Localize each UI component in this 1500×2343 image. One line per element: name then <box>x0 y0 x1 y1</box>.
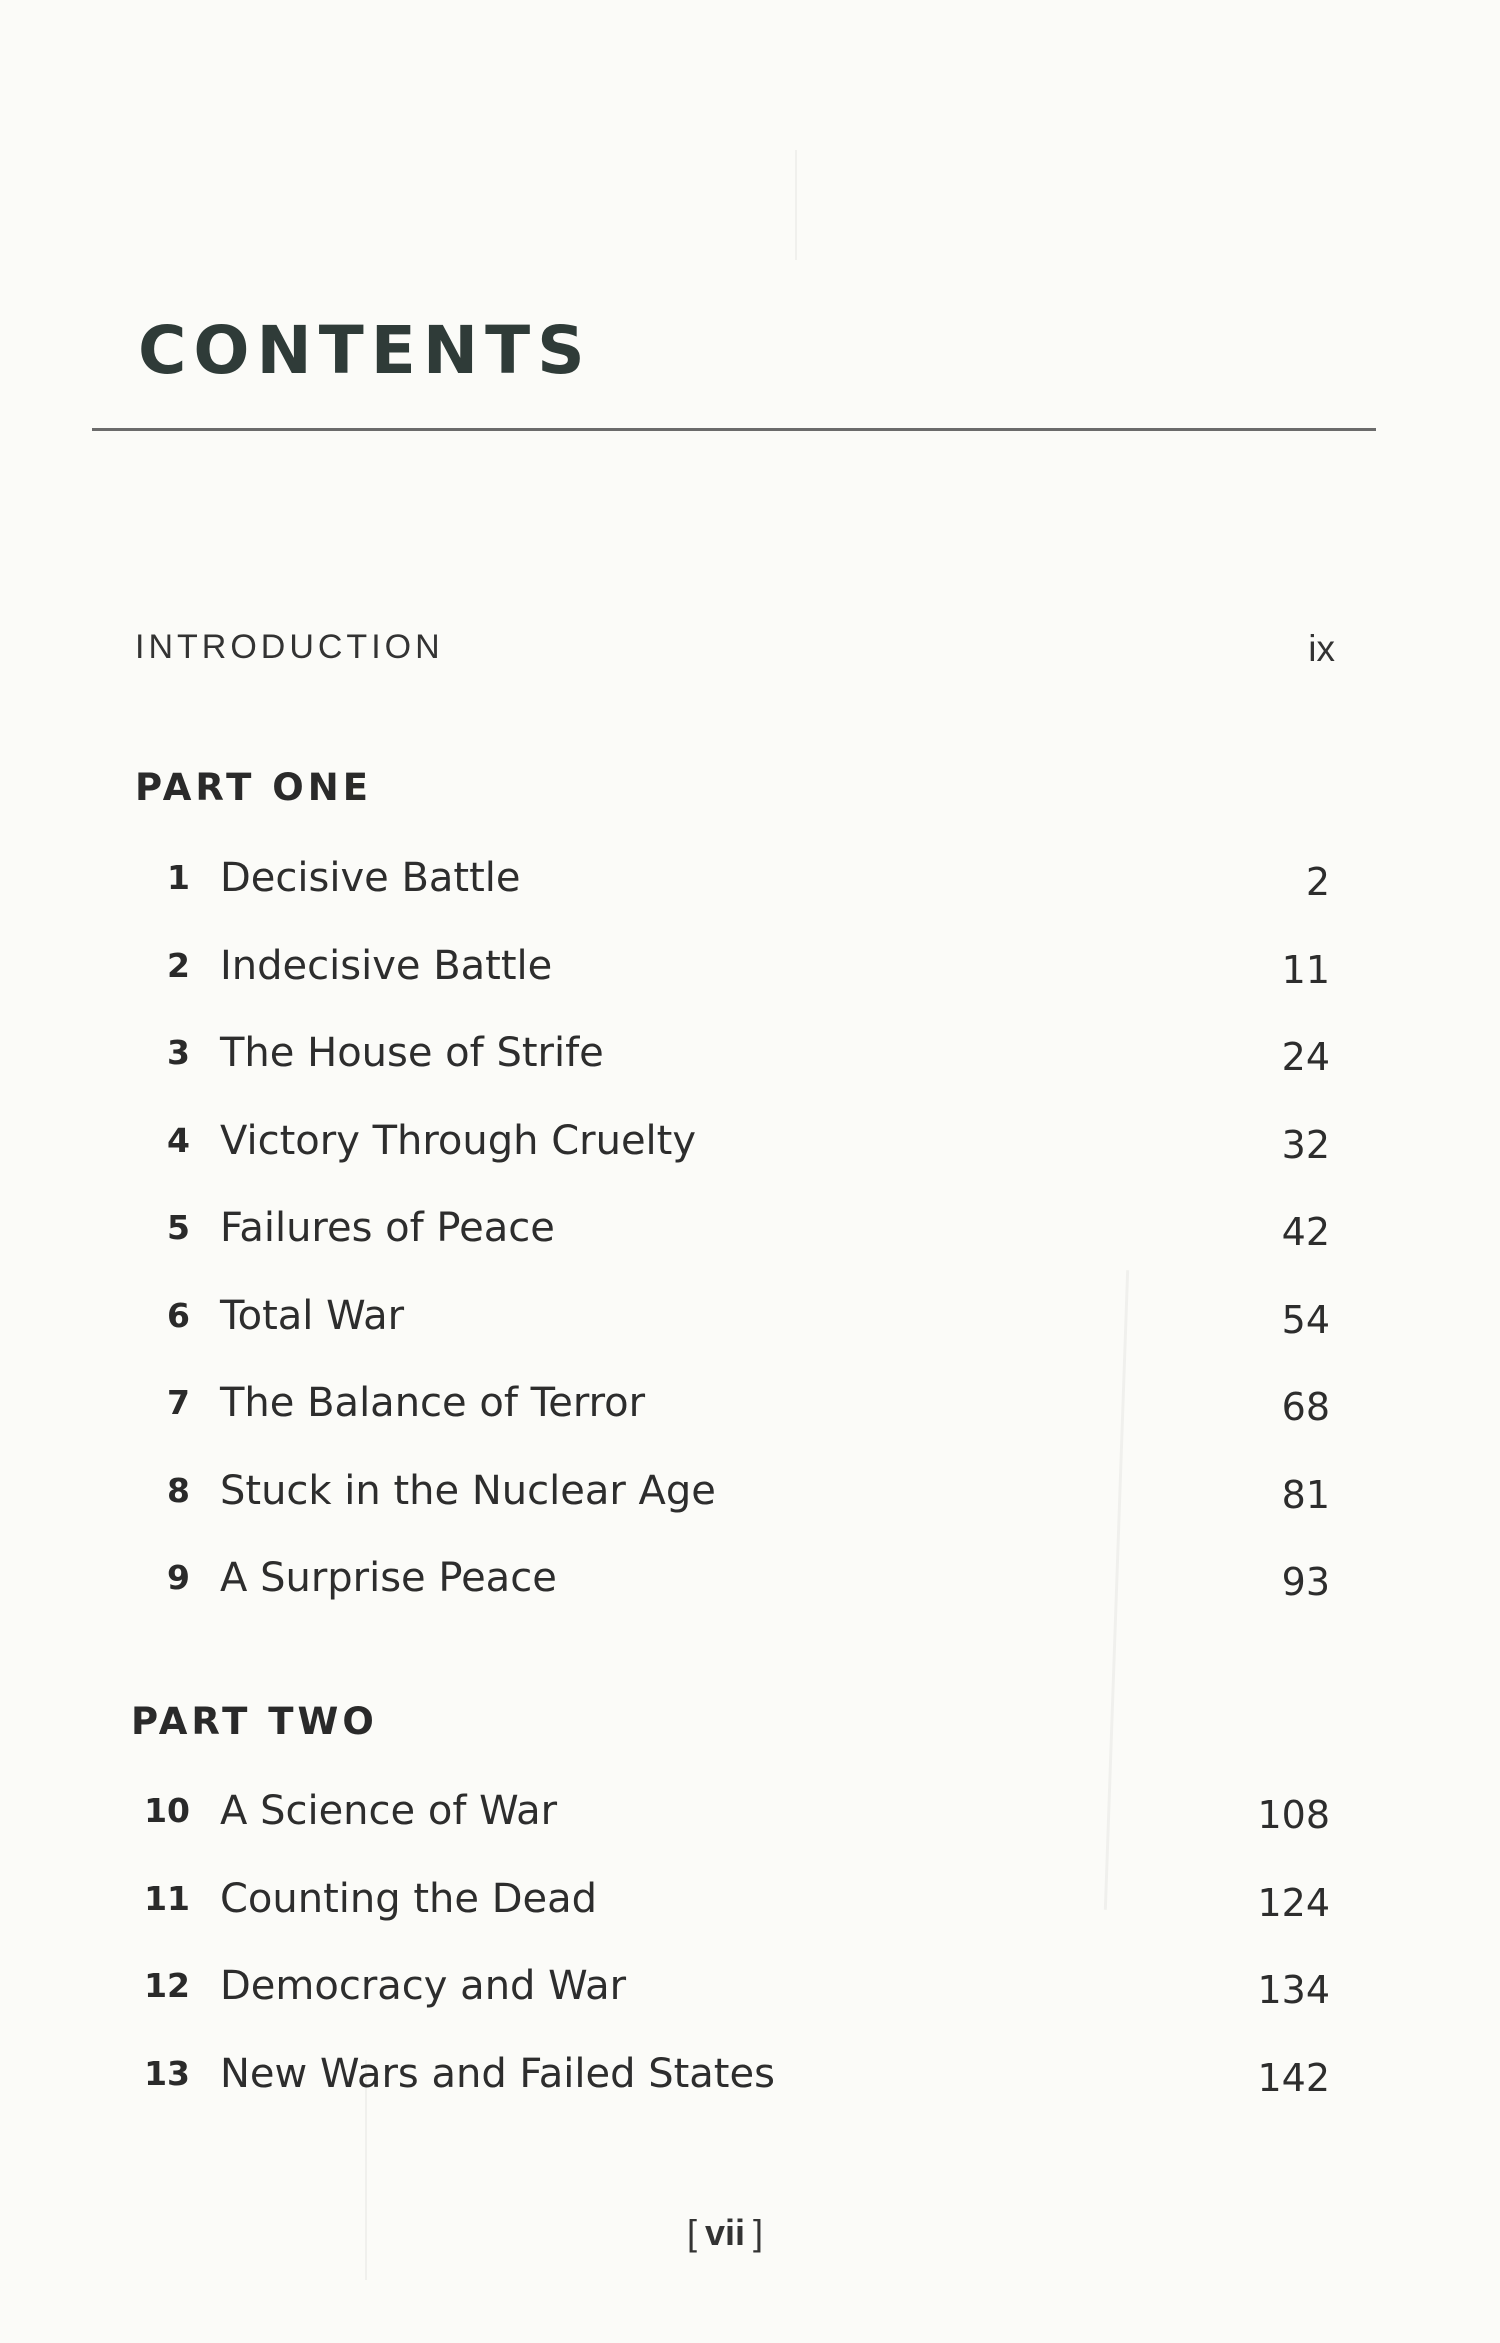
chapter-page: 134 <box>1257 1968 1330 2012</box>
page-title: CONTENTS <box>138 312 592 389</box>
chapter-title: Counting the Dead <box>220 1875 598 1922</box>
chapter-page: 142 <box>1257 2055 1330 2100</box>
chapter-title: Indecisive Battle <box>220 942 553 989</box>
chapter-title: The House of Strife <box>220 1030 604 1076</box>
chapter-row <box>0 1115 1500 1203</box>
chapter-row <box>0 1377 1500 1465</box>
folio-open-bracket: [ <box>686 2212 697 2253</box>
chapter-title: Democracy and War <box>220 1963 627 2009</box>
chapter-number: 1 <box>167 858 190 897</box>
chapter-title: New Wars and Failed States <box>220 2050 775 2097</box>
introduction-label: INTRODUCTION <box>135 628 444 666</box>
chapter-number: 10 <box>144 1791 190 1830</box>
chapter-title: Victory Through Cruelty <box>220 1117 697 1164</box>
chapter-number: 11 <box>144 1878 190 1918</box>
chapter-title: Total War <box>220 1292 405 1339</box>
chapter-title: The Balance of Terror <box>220 1380 646 1426</box>
chapter-number: 13 <box>144 2053 190 2093</box>
chapter-row <box>0 1202 1500 1290</box>
chapter-page: 54 <box>1281 1297 1330 1342</box>
chapter-row <box>0 1552 1500 1640</box>
chapter-page: 124 <box>1257 1880 1330 1925</box>
chapter-title: A Science of War <box>220 1788 558 1834</box>
chapter-row <box>0 1785 1500 1873</box>
chapter-page: 68 <box>1281 1385 1330 1429</box>
chapter-number: 5 <box>167 1208 190 1247</box>
chapter-row <box>0 1960 1500 2048</box>
folio-page-number: vii <box>704 2212 746 2253</box>
chapter-number: 9 <box>167 1558 190 1597</box>
chapter-number: 12 <box>144 1966 190 2005</box>
part-two-heading: PART TWO <box>131 1700 378 1743</box>
chapter-number: 3 <box>167 1033 190 1072</box>
chapter-number: 4 <box>167 1120 190 1160</box>
chapter-page: 32 <box>1281 1122 1330 1167</box>
chapter-number: 6 <box>167 1295 190 1335</box>
chapter-title: Failures of Peace <box>220 1205 555 1251</box>
chapter-row <box>0 940 1500 1028</box>
part-two-chapter-list <box>0 1785 1500 2135</box>
chapter-number: 2 <box>167 945 190 985</box>
chapter-row <box>0 1290 1500 1378</box>
chapter-title: A Surprise Peace <box>220 1555 557 1601</box>
page-folio <box>0 2212 1450 2254</box>
part-one-chapter-list <box>0 852 1500 1640</box>
scan-crease <box>795 150 797 260</box>
chapter-row <box>0 1465 1500 1553</box>
chapter-number: 7 <box>167 1383 190 1422</box>
toc-entry-introduction <box>135 628 1335 678</box>
introduction-page: ix <box>1308 628 1335 669</box>
folio-close-bracket: ] <box>753 2212 764 2253</box>
chapter-page: 81 <box>1281 1472 1330 1517</box>
chapter-page: 24 <box>1281 1035 1330 1079</box>
chapter-page: 2 <box>1305 860 1330 904</box>
chapter-row <box>0 1873 1500 1961</box>
chapter-page: 11 <box>1281 947 1330 992</box>
title-rule <box>92 428 1376 431</box>
chapter-page: 93 <box>1281 1560 1330 1604</box>
chapter-row <box>0 1027 1500 1115</box>
chapter-number: 8 <box>167 1470 190 1510</box>
chapter-page: 42 <box>1281 1210 1330 1254</box>
chapter-page: 108 <box>1257 1793 1330 1837</box>
chapter-row <box>0 852 1500 940</box>
chapter-title: Decisive Battle <box>220 855 521 901</box>
part-one-heading: PART ONE <box>135 766 372 809</box>
chapter-row <box>0 2048 1500 2136</box>
chapter-title: Stuck in the Nuclear Age <box>220 1467 716 1514</box>
